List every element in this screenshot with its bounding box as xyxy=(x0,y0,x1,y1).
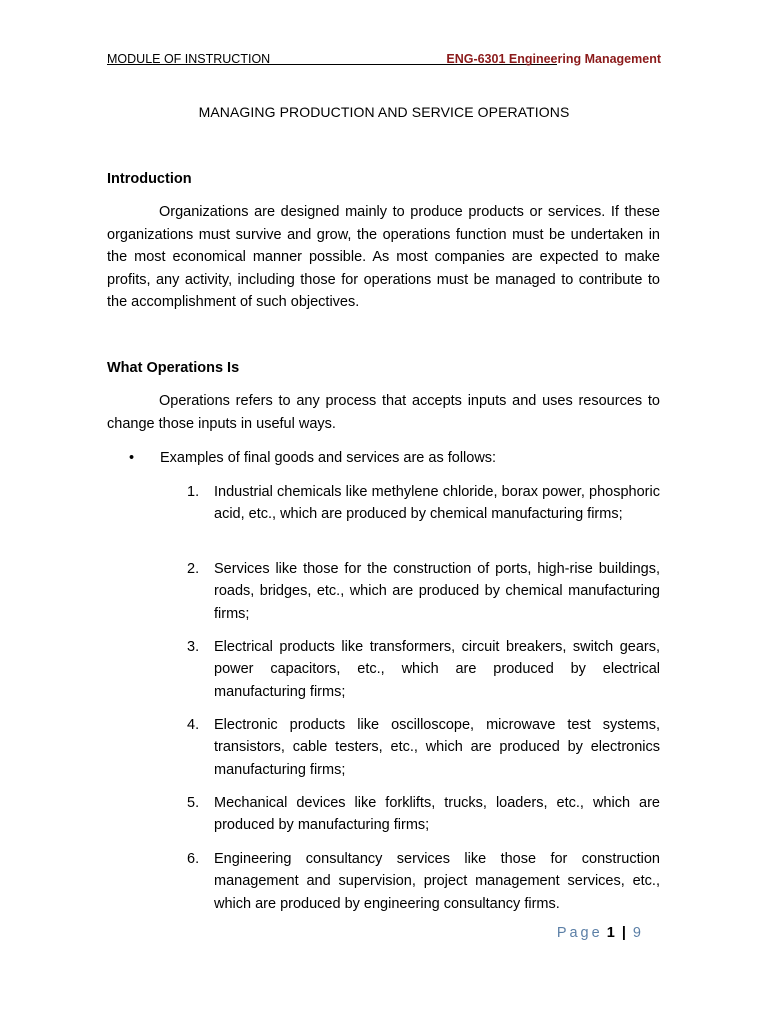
section-heading-introduction: Introduction xyxy=(107,171,192,187)
list-item-text: Mechanical devices like forklifts, trucks, loaders, etc., which are produced by manufacturing firms; xyxy=(214,795,660,834)
header-course-label: ENG-6301 Engineering Management xyxy=(446,52,661,66)
footer-total-pages: 9 xyxy=(632,925,641,941)
section-paragraph-introduction: Organizations are designed mainly to produce products or services. If these organizations must survive and grow, the operations function must be undertaken in the most economical manner possible. As most companies are expected to make profits, any activity, including those for operations must be managed to contribute to the accomplishment of such objectives. xyxy=(107,204,660,310)
list-item xyxy=(187,792,660,837)
list-item-text: Industrial chemicals like methylene chloride, borax power, phosphoric acid, etc., which are produced by chemical manufacturing firms; xyxy=(214,484,660,523)
bullet-text: Examples of final goods and services are as follows: xyxy=(160,450,497,466)
section-heading-what-operations-is: What Operations Is xyxy=(107,360,240,376)
list-item-text: Engineering consultancy services like those for construction management and supervision, project management services, etc., which are produced by engineering consultancy firms. xyxy=(214,851,660,912)
list-item-number: 6. xyxy=(187,851,200,867)
footer-page-label: Page xyxy=(556,925,603,941)
list-item-text: Services like those for the construction of ports, high-rise buildings, roads, bridges, etc., which are produced by chemical manufacturing firms; xyxy=(214,561,660,622)
list-item xyxy=(187,481,660,548)
bullet-icon: • xyxy=(129,450,135,466)
section-paragraph-what-operations-is: Operations refers to any process that accepts inputs and uses resources to change those inputs in useful ways. xyxy=(107,393,660,432)
header-module-label: MODULE OF INSTRUCTION xyxy=(107,52,271,66)
list-item xyxy=(187,714,660,781)
list-item xyxy=(187,636,660,703)
list-item-number: 1. xyxy=(187,484,200,500)
page-title: MANAGING PRODUCTION AND SERVICE OPERATIONS xyxy=(198,104,570,120)
list-item xyxy=(187,848,660,915)
list-item-number: 3. xyxy=(187,639,200,655)
footer-page-number: 1 xyxy=(606,925,615,941)
list-item-number: 5. xyxy=(187,795,200,811)
footer-separator: | xyxy=(621,925,626,941)
page-header xyxy=(107,51,661,67)
list-item-number: 2. xyxy=(187,561,200,577)
page-footer xyxy=(557,924,641,942)
list-item xyxy=(187,558,660,625)
list-item-text: Electrical products like transformers, circuit breakers, switch gears, power capacitors, etc., which are produced by electrical manufacturing firms; xyxy=(214,639,660,700)
list-item-text: Electronic products like oscilloscope, microwave test systems, transistors, cable testers, etc., which are produced by electronics manufacturing firms; xyxy=(214,717,660,778)
list-item-number: 4. xyxy=(187,717,200,733)
